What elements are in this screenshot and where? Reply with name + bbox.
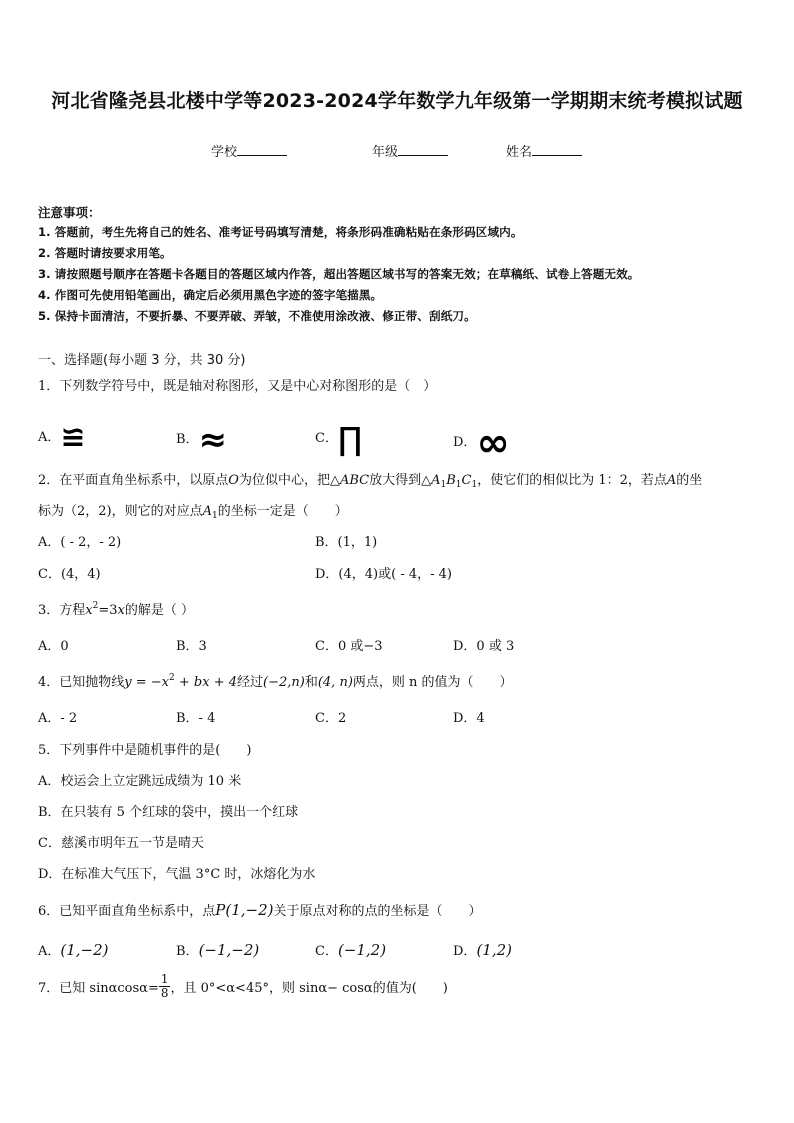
q4-expr: + bx + 4 bbox=[174, 675, 237, 690]
infinity-symbol-icon: ∞ bbox=[476, 420, 510, 466]
notice-item-5: 5. 保持卡面清洁，不要折暴、不要弄破、弄皱，不准使用涂改液、修正带、刮纸刀。 bbox=[38, 309, 476, 323]
q2-var: B bbox=[446, 473, 456, 488]
q4-text: 经过 bbox=[237, 675, 264, 690]
section-heading: 一、选择题(每小题 3 分，共 30 分) bbox=[38, 353, 246, 368]
question-2-line-2 bbox=[38, 500, 348, 521]
q6-option-d-value: (1,2) bbox=[476, 941, 512, 959]
q1-option-a bbox=[38, 420, 86, 455]
q2-var: C bbox=[461, 473, 472, 488]
q2-option-b: B．(1，1) bbox=[315, 535, 378, 550]
q4-expr: y = −x bbox=[124, 675, 170, 690]
q5-option-d: D．在标准大气压下，气温 3°C 时，冰熔化为水 bbox=[38, 867, 316, 882]
notice-heading: 注意事项： bbox=[38, 205, 101, 220]
q2-option-a: A．( - 2，- 2) bbox=[38, 535, 122, 550]
q6-text: 6．已知平面直角坐标系中，点 bbox=[38, 904, 216, 919]
q6-point: (1,−2) bbox=[225, 901, 274, 919]
q2-text: 的坐 bbox=[676, 473, 703, 488]
q2-var: A bbox=[666, 473, 677, 488]
q3-var: x bbox=[117, 603, 125, 618]
q3-text: =3 bbox=[98, 603, 118, 618]
q4-option-c: C．2 bbox=[315, 711, 347, 726]
q2-sub: 1 bbox=[455, 480, 462, 490]
product-symbol-icon: ∏ bbox=[337, 420, 363, 458]
q1-option-b bbox=[176, 420, 227, 460]
q6-option-b-label: B． bbox=[176, 944, 199, 959]
q3-exp: 2 bbox=[92, 601, 99, 611]
q6-option-c-label: C． bbox=[315, 944, 338, 959]
q4-exp: 2 bbox=[169, 673, 175, 683]
q2-option-d: D．(4，4)或( - 4，- 4) bbox=[315, 567, 452, 582]
q4-point: (4, n) bbox=[317, 675, 353, 690]
q2-sub: 1 bbox=[471, 480, 478, 490]
approx-symbol-icon: ≈ bbox=[198, 420, 228, 460]
q6-option-d bbox=[453, 940, 512, 959]
q1-option-c bbox=[315, 420, 362, 458]
q3-text: 3．方程 bbox=[38, 603, 86, 618]
q6-option-c bbox=[315, 940, 386, 959]
name-blank bbox=[532, 143, 582, 156]
q3-var: x bbox=[85, 603, 93, 618]
q2-origin-var: O bbox=[228, 473, 239, 488]
q6-option-a bbox=[38, 940, 109, 959]
q2-text: ，使它们的相似比为 1：2，若点 bbox=[477, 473, 667, 488]
q5-option-c: C．慈溪市明年五一节是晴天 bbox=[38, 836, 204, 851]
notice-item-4: 4. 作图可先使用铅笔画出，确定后必须用黑色字迹的签字笔描黑。 bbox=[38, 288, 383, 302]
q4-option-b: B．- 4 bbox=[176, 711, 216, 726]
q2-sub: 1 bbox=[440, 480, 447, 490]
q4-text: 和 bbox=[304, 675, 318, 690]
notice-item-3: 3. 请按照题号顺序在答题卡各题目的答题区域内作答，超出答题区域书写的答案无效；在草稿纸、试卷上答题无效。 bbox=[38, 267, 640, 281]
notice-item-2: 2. 答题时请按要求用笔。 bbox=[38, 246, 172, 260]
grade-blank bbox=[398, 143, 448, 156]
q6-option-b bbox=[176, 940, 259, 959]
notice-item-1: 1. 答题前，考生先将自己的姓名、准考证号码填写清楚，将条形码准确粘贴在条形码区域内。 bbox=[38, 225, 523, 239]
question-2-line-1 bbox=[38, 469, 702, 490]
q7-fraction bbox=[159, 973, 171, 1000]
question-1-stem: 1．下列数学符号中，既是轴对称图形，又是中心对称图形的是（ ） bbox=[38, 379, 437, 394]
q2-sub: 1 bbox=[212, 511, 218, 521]
q6-point-var: P bbox=[215, 901, 226, 919]
q6-option-d-label: D． bbox=[453, 944, 477, 959]
q4-option-d: D．4 bbox=[453, 711, 485, 726]
q6-option-a-value: (1,−2) bbox=[60, 941, 109, 959]
q2-text: 的坐标一定是（ ） bbox=[217, 504, 348, 519]
q3-option-c: C．0 或−3 bbox=[315, 639, 383, 654]
q1-option-d bbox=[453, 420, 510, 466]
q7-denominator: 8 bbox=[160, 986, 169, 1000]
q4-option-a: A．- 2 bbox=[38, 711, 78, 726]
q2-text: 标为（2，2)，则它的对应点 bbox=[38, 504, 203, 519]
q5-option-a: A．校运会上立定跳远成绩为 10 米 bbox=[38, 774, 242, 789]
q3-option-b: B．3 bbox=[176, 639, 207, 654]
q7-text: ，且 0°<α<45°，则 sinα− cosα的值为( ) bbox=[170, 981, 448, 996]
q2-text: 为位似中心，把△ bbox=[238, 473, 340, 488]
q4-text: 两点，则 n 的值为（ ） bbox=[352, 675, 513, 690]
q1-option-a-label: A． bbox=[38, 430, 61, 445]
q5-option-b: B．在只装有 5 个红球的袋中，摸出一个红球 bbox=[38, 805, 299, 820]
question-4-stem bbox=[38, 671, 513, 690]
q2-triangle-var: ABC bbox=[339, 473, 370, 488]
q6-text: 关于原点对称的点的坐标是（ ） bbox=[273, 904, 482, 919]
q7-text: 7．已知 sinαcosα= bbox=[38, 981, 159, 996]
q4-point: (−2,n) bbox=[263, 675, 305, 690]
school-field bbox=[211, 141, 287, 160]
question-7-stem bbox=[38, 973, 448, 1000]
q6-option-c-value: (−1,2) bbox=[337, 941, 387, 959]
q4-text: 4．已知抛物线 bbox=[38, 675, 125, 690]
q3-text: 的解是（ ） bbox=[124, 603, 195, 618]
q1-option-d-label: D． bbox=[453, 435, 477, 450]
question-3-stem bbox=[38, 599, 194, 618]
name-field bbox=[506, 141, 582, 160]
name-label: 姓名 bbox=[506, 145, 533, 160]
question-6-stem bbox=[38, 900, 482, 919]
q1-option-c-label: C． bbox=[315, 431, 338, 446]
grade-label: 年级 bbox=[372, 145, 399, 160]
school-blank bbox=[237, 143, 287, 156]
q2-option-c: C．(4，4) bbox=[38, 567, 101, 582]
q2-text: 2．在平面直角坐标系中，以原点 bbox=[38, 473, 229, 488]
question-5-stem: 5．下列事件中是随机事件的是( ) bbox=[38, 743, 252, 758]
q7-numerator: 1 bbox=[160, 972, 169, 986]
grade-field bbox=[372, 141, 448, 160]
q3-option-a: A．0 bbox=[38, 639, 69, 654]
page-title: 河北省隆尧县北楼中学等2023-2024学年数学九年级第一学期期末统考模拟试题 bbox=[51, 90, 743, 112]
q2-text: 放大得到△ bbox=[369, 473, 432, 488]
q1-option-b-label: B． bbox=[176, 432, 199, 447]
congruent-symbol-icon: ≌ bbox=[60, 420, 86, 455]
q3-option-d: D．0 或 3 bbox=[453, 639, 515, 654]
school-label: 学校 bbox=[211, 145, 238, 160]
q2-var: A bbox=[202, 504, 213, 519]
q2-var: A bbox=[431, 473, 441, 488]
q6-option-b-value: (−1,−2) bbox=[198, 941, 260, 959]
q6-option-a-label: A． bbox=[38, 944, 61, 959]
